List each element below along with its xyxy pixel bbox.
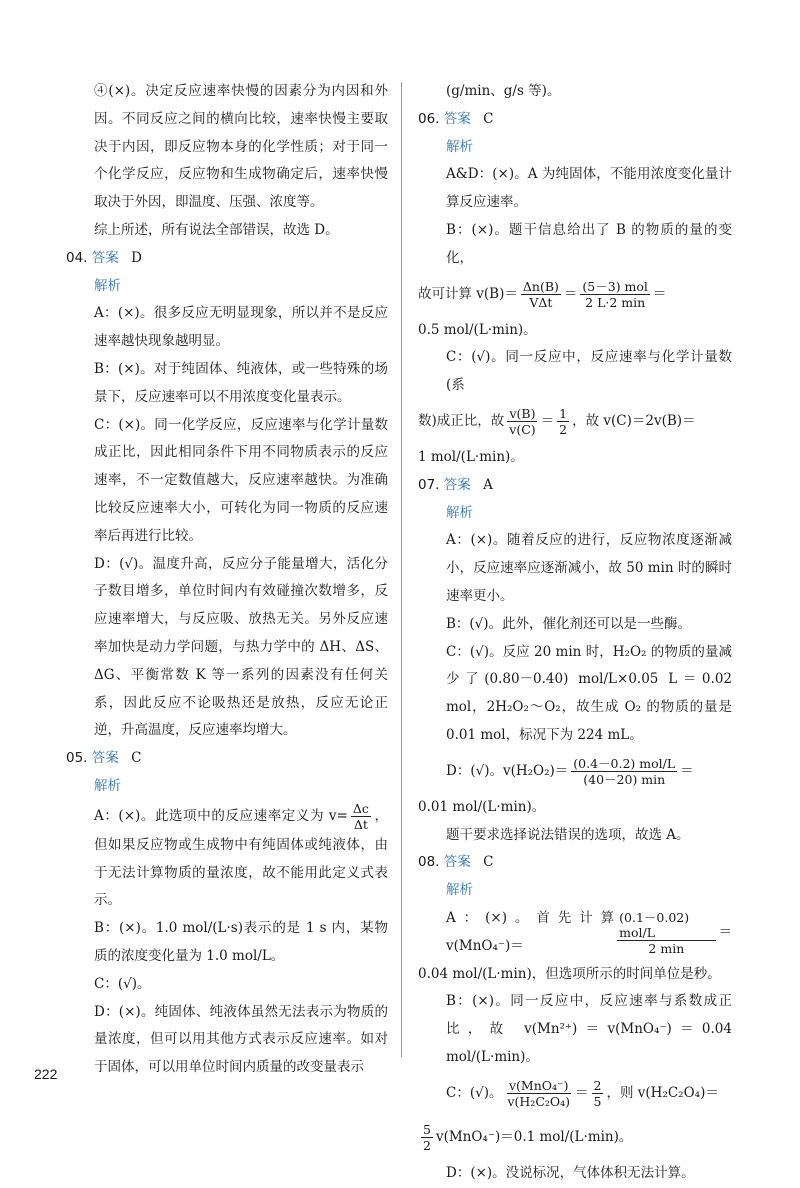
analysis-label: 解析	[94, 777, 121, 794]
option-d: D：(√)。温度升高，反应分子能量增大，活化分子数目增多，单位时间内有效碰撞次数增多，反应速率增大，与反应吸、放热无关。另外反应速率加快是动力学问题，与热力学中的 ΔH、ΔS、ΔG、平衡常数 K 等一系列的因素没有任何关系，因此反应不论吸热还是放热，反应无论正逆，升高温度，反应速率均增大。	[94, 555, 388, 739]
option-b: B：(√)。此外，催化剂还可以是一些酶。	[446, 615, 692, 632]
option-a: A：(×)。随着反应的进行，反应物浓度逐渐减小，反应速率应逐渐减小，故 50 min 时的瞬时速率更小。	[446, 532, 732, 604]
fraction: $\frac{\text{(5－3) mol}}{2 L\cdot 2 \min}$	[582, 279, 648, 311]
option-b: B：(×)。同一反应中，反应速率与系数成正比，故 v(Mn²⁺)＝v(MnO₄⁻)＝0.04 mol/(L·min)。	[446, 993, 732, 1065]
option-b: B：(×)。题干信息给出了 B 的物质的量的变化，	[446, 221, 732, 266]
formula-line: 数)成正比，故 $\frac{v(B)}{v(C)}$ ＝ $\frac{1}{2}$ ，故 v(C)＝2v(B)＝	[418, 406, 696, 438]
column-divider	[401, 82, 402, 1057]
analysis-label: 解析	[446, 882, 473, 899]
analysis-label: 解析	[446, 138, 473, 155]
fraction: $\frac{v(B)}{v(C)}$	[509, 406, 536, 438]
option-d: D：(×)。纯固体、纯液体虽然无法表示为物质的量浓度，但可以用其他方式表示反应速率。如对于固体，可以用单位时间内质量的改变量表示	[94, 1003, 388, 1076]
option-c: C：(√)。反应 20 min 时，H₂O₂ 的物质的量减少了(0.80－0.40) mol/L×0.05 L＝0.02 mol，2H₂O₂～O₂，故生成 O₂ 的物质的量是 0.01 mol，标况下为 224 mL。	[446, 643, 732, 743]
paragraph: (g/min、g/s 等)。	[446, 83, 561, 99]
option-a: A：(×)。很多反应无明显现象，所以并不是反应速率越快现象越明显。	[94, 305, 388, 350]
option-a: A：(×)。此选项中的反应速率定义为 v= $\frac{\Delta c}{\Delta t}$ ，但如果反应物或生成物中有纯固体或纯液体，由于无法计算物质的量浓度，故不能用此定义式表示。	[94, 800, 388, 909]
formula-result: 0.04 mol/(L·min)，但选项所示的时间单位是秒。	[418, 965, 721, 982]
question-06-heading: 06. 答案 C	[418, 110, 494, 127]
analysis-label: 解析	[446, 504, 473, 521]
option-d: D：(×)。没说标况，气体体积无法计算。	[446, 1164, 695, 1181]
option-ad: A&D：(×)。A 为纯固体，不能用浓度变化量计算反应速率。	[446, 166, 732, 211]
option-b: B：(×)。1.0 mol/(L·s)表示的是 1 s 内，某物质的浓度变化量为 1.0 mol/L。	[94, 920, 388, 964]
question-07-heading: 07. 答案 A	[418, 476, 493, 493]
option-c: C：(×)。同一化学反应，反应速率与化学计量数成正比，因此相同条件下用不同物质表示的反应速率，不一定数值越大，反应速率越快。为准确比较反应速率大小，可转化为同一物质的反应速率后再进行比较。	[94, 416, 388, 544]
formula-result: 0.5 mol/(L·min)。	[418, 321, 537, 338]
formula-line: 故可计算 v(B)＝ $\frac{\Delta n(B)}{\text{VΔt}}$ ＝ $\frac{\text{(5－3) mol}}{2 L\cdot 2 \min}$ ＝	[418, 279, 667, 311]
question-08-heading: 08. 答案 C	[418, 854, 494, 871]
fraction: $\frac{\Delta c}{\Delta t}$	[352, 800, 369, 832]
fraction: $\frac{\Delta n(B)}{\text{VΔt}}$	[522, 279, 559, 311]
fraction: $\frac{2}{5}$	[593, 1078, 602, 1110]
right-column	[418, 78, 732, 1188]
formula-result: 1 mol/(L·min)。	[418, 448, 524, 465]
left-column	[66, 78, 388, 1082]
page-number: 222	[34, 1066, 58, 1082]
fraction: $\frac{\text{v(MnO₄⁻)}}{\text{v(H₂C₂O₄)}}$	[507, 1078, 571, 1110]
fraction: $\frac{\text{(0.1－0.02) mol/L}}{2 \min}$	[617, 910, 715, 956]
question-04-heading: 04. 答案 D	[66, 249, 142, 266]
analysis-label: 解析	[94, 277, 121, 294]
fraction: $\frac{\text{(0.4－0.2) mol/L}}{(40-20) \min}$	[573, 756, 676, 788]
option-c: C：(√)。同一反应中，反应速率与化学计量数(系	[446, 349, 732, 394]
paragraph: ④(×)。决定反应速率快慢的因素分为内因和外因。不同反应之间的横向比较，速率快慢主要取决于内因，即反应物本身的化学性质；对于同一个化学反应，反应物和生成物确定后，速率快慢取决于外因，即温度、压强、浓度等。	[94, 83, 388, 211]
fraction: $\frac{5}{2}$	[423, 1122, 431, 1154]
formula-line: $\frac{5}{2}$ v(MnO₄⁻)＝0.1 mol/(L·min)。	[423, 1122, 633, 1154]
formula-result: 0.01 mol/(L·min)。	[418, 798, 546, 815]
formula-line: C：(√)。 $\frac{\text{v(MnO₄⁻)}}{\text{v(H₂C₂O₄)}}$ ＝ $\frac{2}{5}$ ，则 v(H₂C₂O₄)＝	[446, 1078, 719, 1110]
fraction: $\frac{1}{2}$	[559, 406, 568, 438]
paragraph: 题干要求选择说法错误的选项，故选 A。	[446, 826, 690, 843]
formula-line: A：(×)。首先计算 v(MnO₄⁻)＝ $\frac{\text{(0.1－0.02) mol/L}}{2 \min}$ ＝	[446, 909, 732, 956]
paragraph: 综上所述，所有说法全部错误，故选 D。	[94, 221, 339, 238]
option-b: B：(×)。对于纯固体、纯液体，或一些特殊的场景下，反应速率可以不用浓度变化量表示。	[94, 360, 388, 405]
question-05-heading: 05. 答案 C	[66, 750, 142, 767]
formula-line: D：(√)。v(H₂O₂)＝ $\frac{\text{(0.4－0.2) mol/L}}{(40-20) \min}$ ＝	[446, 756, 694, 788]
option-c: C：(√)。	[94, 975, 151, 992]
